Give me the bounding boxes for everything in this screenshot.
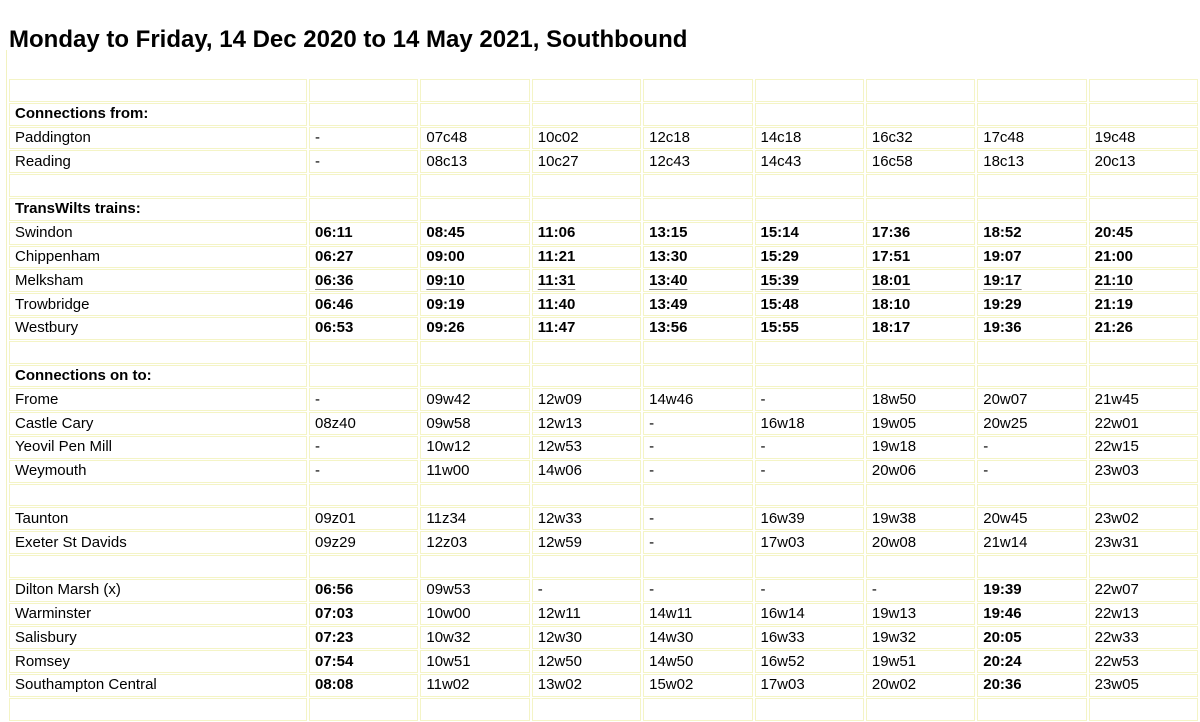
- spacer-cell: [420, 174, 529, 197]
- empty-cell: [755, 365, 864, 388]
- time-cell: 23w31: [1089, 531, 1198, 554]
- time-cell: 09:10: [420, 269, 529, 292]
- time-cell: 15:55: [755, 317, 864, 340]
- time-cell: 19c48: [1089, 127, 1198, 150]
- time-cell: 19:07: [977, 246, 1086, 269]
- station-name: Salisbury: [9, 626, 307, 649]
- time-cell: 19:36: [977, 317, 1086, 340]
- time-cell: 11:06: [532, 222, 641, 245]
- spacer-cell: [755, 555, 864, 578]
- empty-cell: [1089, 103, 1198, 126]
- time-cell: 14w46: [643, 388, 752, 411]
- time-cell: 14w11: [643, 603, 752, 626]
- time-cell: 16w14: [755, 603, 864, 626]
- time-cell: 12w30: [532, 626, 641, 649]
- time-cell: 22w33: [1089, 626, 1198, 649]
- page-title: Monday to Friday, 14 Dec 2020 to 14 May 2021, Southbound: [9, 26, 688, 53]
- time-cell: -: [643, 460, 752, 483]
- spacer-cell: [420, 484, 529, 507]
- time-cell: 18:10: [866, 293, 975, 316]
- section-header-row: [9, 198, 1198, 221]
- time-cell: -: [309, 460, 418, 483]
- spacer-cell: [866, 341, 975, 364]
- time-cell: 19w13: [866, 603, 975, 626]
- time-cell: 12w50: [532, 650, 641, 673]
- timetable: [7, 78, 1200, 722]
- spacer-cell: [1089, 174, 1198, 197]
- spacer-cell: [977, 174, 1086, 197]
- spacer-cell: [755, 484, 864, 507]
- time-cell: -: [643, 436, 752, 459]
- empty-cell: [420, 103, 529, 126]
- time-cell: 09:19: [420, 293, 529, 316]
- time-cell: -: [643, 579, 752, 602]
- time-cell: 23w05: [1089, 674, 1198, 697]
- empty-cell: [420, 365, 529, 388]
- empty-cell: [866, 365, 975, 388]
- spacer-cell: [309, 174, 418, 197]
- table-row: [9, 460, 1198, 483]
- spacer-cell: [1089, 341, 1198, 364]
- time-cell: -: [866, 579, 975, 602]
- spacer-cell: [9, 484, 307, 507]
- spacer-cell: [309, 698, 418, 721]
- table-row: [9, 650, 1198, 673]
- time-cell: 19:46: [977, 603, 1086, 626]
- time-cell: -: [755, 579, 864, 602]
- station-name: Reading: [9, 150, 307, 173]
- station-name: Taunton: [9, 507, 307, 530]
- time-cell: 13w02: [532, 674, 641, 697]
- time-cell: 09z01: [309, 507, 418, 530]
- spacer-cell: [643, 341, 752, 364]
- time-cell: 23w03: [1089, 460, 1198, 483]
- spacer-cell: [643, 698, 752, 721]
- time-cell: -: [755, 460, 864, 483]
- time-cell: 12c43: [643, 150, 752, 173]
- station-name: Dilton Marsh (x): [9, 579, 307, 602]
- time-cell: 19w51: [866, 650, 975, 673]
- time-cell: 10w51: [420, 650, 529, 673]
- time-cell: 20:36: [977, 674, 1086, 697]
- spacer-cell: [866, 555, 975, 578]
- time-cell: 20w25: [977, 412, 1086, 435]
- spacer-row: [9, 79, 1198, 102]
- time-cell: 08:45: [420, 222, 529, 245]
- table-row: [9, 626, 1198, 649]
- station-name: Melksham: [9, 269, 307, 292]
- time-cell: 15:48: [755, 293, 864, 316]
- time-cell: 13:49: [643, 293, 752, 316]
- spacer-cell: [532, 174, 641, 197]
- station-name: Paddington: [9, 127, 307, 150]
- table-row: [9, 412, 1198, 435]
- station-name: Southampton Central: [9, 674, 307, 697]
- time-cell: 11:47: [532, 317, 641, 340]
- station-name: Weymouth: [9, 460, 307, 483]
- spacer-cell: [9, 341, 307, 364]
- empty-cell: [866, 198, 975, 221]
- empty-cell: [643, 198, 752, 221]
- spacer-cell: [532, 79, 641, 102]
- time-cell: -: [755, 436, 864, 459]
- spacer-cell: [755, 341, 864, 364]
- table-row: [9, 222, 1198, 245]
- time-cell: 15:39: [755, 269, 864, 292]
- time-cell: 16c58: [866, 150, 975, 173]
- time-cell: -: [309, 436, 418, 459]
- time-cell: 17c48: [977, 127, 1086, 150]
- time-cell: 12w33: [532, 507, 641, 530]
- time-cell: 19:17: [977, 269, 1086, 292]
- time-cell: 16w52: [755, 650, 864, 673]
- spacer-cell: [1089, 79, 1198, 102]
- time-cell: 13:15: [643, 222, 752, 245]
- section-header-row: [9, 103, 1198, 126]
- station-name: Westbury: [9, 317, 307, 340]
- station-name: Exeter St Davids: [9, 531, 307, 554]
- time-cell: 10w00: [420, 603, 529, 626]
- station-name: Yeovil Pen Mill: [9, 436, 307, 459]
- spacer-cell: [309, 79, 418, 102]
- time-cell: -: [309, 388, 418, 411]
- time-cell: 18:01: [866, 269, 975, 292]
- empty-cell: [532, 103, 641, 126]
- time-cell: 09w58: [420, 412, 529, 435]
- time-cell: 06:56: [309, 579, 418, 602]
- spacer-cell: [755, 79, 864, 102]
- time-cell: -: [977, 436, 1086, 459]
- time-cell: 21w45: [1089, 388, 1198, 411]
- time-cell: 22w13: [1089, 603, 1198, 626]
- spacer-cell: [309, 555, 418, 578]
- time-cell: 09w53: [420, 579, 529, 602]
- time-cell: 08:08: [309, 674, 418, 697]
- table-row: [9, 269, 1198, 292]
- spacer-cell: [532, 698, 641, 721]
- time-cell: 06:36: [309, 269, 418, 292]
- time-cell: 20c13: [1089, 150, 1198, 173]
- time-cell: 17:36: [866, 222, 975, 245]
- station-name: Castle Cary: [9, 412, 307, 435]
- spacer-cell: [866, 79, 975, 102]
- time-cell: 15:14: [755, 222, 864, 245]
- spacer-cell: [420, 79, 529, 102]
- empty-cell: [532, 198, 641, 221]
- spacer-cell: [9, 555, 307, 578]
- time-cell: 20w07: [977, 388, 1086, 411]
- section-header: Connections on to:: [9, 365, 307, 388]
- table-row: [9, 388, 1198, 411]
- spacer-cell: [532, 484, 641, 507]
- time-cell: -: [643, 412, 752, 435]
- spacer-cell: [643, 555, 752, 578]
- empty-cell: [977, 103, 1086, 126]
- time-cell: 07:54: [309, 650, 418, 673]
- time-cell: 09:00: [420, 246, 529, 269]
- time-cell: 09:26: [420, 317, 529, 340]
- time-cell: 11w02: [420, 674, 529, 697]
- time-cell: 10c02: [532, 127, 641, 150]
- time-cell: 06:11: [309, 222, 418, 245]
- time-cell: 06:53: [309, 317, 418, 340]
- time-cell: 07:23: [309, 626, 418, 649]
- spacer-cell: [977, 341, 1086, 364]
- spacer-cell: [532, 341, 641, 364]
- station-name: Chippenham: [9, 246, 307, 269]
- section-header: TransWilts trains:: [9, 198, 307, 221]
- time-cell: 20w06: [866, 460, 975, 483]
- spacer-row: [9, 698, 1198, 721]
- table-row: [9, 579, 1198, 602]
- table-row: [9, 674, 1198, 697]
- spacer-cell: [9, 79, 307, 102]
- spacer-cell: [977, 484, 1086, 507]
- spacer-cell: [420, 698, 529, 721]
- time-cell: 08c13: [420, 150, 529, 173]
- spacer-row: [9, 341, 1198, 364]
- section-header-row: [9, 365, 1198, 388]
- time-cell: 13:56: [643, 317, 752, 340]
- spacer-cell: [532, 555, 641, 578]
- time-cell: 12w11: [532, 603, 641, 626]
- time-cell: 14c43: [755, 150, 864, 173]
- time-cell: 21:10: [1089, 269, 1198, 292]
- empty-cell: [309, 198, 418, 221]
- table-row: [9, 603, 1198, 626]
- time-cell: 19w18: [866, 436, 975, 459]
- time-cell: 22w07: [1089, 579, 1198, 602]
- time-cell: -: [977, 460, 1086, 483]
- time-cell: 16c32: [866, 127, 975, 150]
- time-cell: 11z34: [420, 507, 529, 530]
- time-cell: 11:40: [532, 293, 641, 316]
- station-name: Frome: [9, 388, 307, 411]
- spacer-cell: [977, 698, 1086, 721]
- table-row: [9, 246, 1198, 269]
- time-cell: 17w03: [755, 674, 864, 697]
- empty-cell: [1089, 198, 1198, 221]
- empty-cell: [309, 365, 418, 388]
- time-cell: 20w02: [866, 674, 975, 697]
- time-cell: 14w50: [643, 650, 752, 673]
- time-cell: -: [643, 531, 752, 554]
- time-cell: 15:29: [755, 246, 864, 269]
- time-cell: 21:00: [1089, 246, 1198, 269]
- time-cell: 14w30: [643, 626, 752, 649]
- time-cell: 11w00: [420, 460, 529, 483]
- table-row: [9, 150, 1198, 173]
- spacer-cell: [866, 174, 975, 197]
- table-row: [9, 436, 1198, 459]
- spacer-cell: [977, 555, 1086, 578]
- spacer-cell: [755, 698, 864, 721]
- spacer-cell: [420, 555, 529, 578]
- time-cell: -: [755, 388, 864, 411]
- time-cell: 14w06: [532, 460, 641, 483]
- time-cell: 19w32: [866, 626, 975, 649]
- spacer-cell: [9, 698, 307, 721]
- time-cell: -: [532, 579, 641, 602]
- time-cell: 13:30: [643, 246, 752, 269]
- time-cell: 08z40: [309, 412, 418, 435]
- time-cell: 15w02: [643, 674, 752, 697]
- time-cell: 19w05: [866, 412, 975, 435]
- empty-cell: [755, 198, 864, 221]
- spacer-row: [9, 484, 1198, 507]
- time-cell: 06:27: [309, 246, 418, 269]
- time-cell: 12z03: [420, 531, 529, 554]
- time-cell: 07c48: [420, 127, 529, 150]
- spacer-cell: [977, 79, 1086, 102]
- time-cell: 19w38: [866, 507, 975, 530]
- station-name: Trowbridge: [9, 293, 307, 316]
- time-cell: 22w01: [1089, 412, 1198, 435]
- empty-cell: [643, 103, 752, 126]
- time-cell: 12c18: [643, 127, 752, 150]
- time-cell: 12w59: [532, 531, 641, 554]
- time-cell: 06:46: [309, 293, 418, 316]
- spacer-cell: [1089, 698, 1198, 721]
- spacer-cell: [1089, 555, 1198, 578]
- time-cell: 11:31: [532, 269, 641, 292]
- spacer-cell: [866, 698, 975, 721]
- spacer-cell: [1089, 484, 1198, 507]
- time-cell: -: [309, 150, 418, 173]
- time-cell: 18:17: [866, 317, 975, 340]
- empty-cell: [643, 365, 752, 388]
- time-cell: 21:19: [1089, 293, 1198, 316]
- table-row: [9, 507, 1198, 530]
- time-cell: 21:26: [1089, 317, 1198, 340]
- spacer-cell: [420, 341, 529, 364]
- empty-cell: [977, 365, 1086, 388]
- table-row: [9, 127, 1198, 150]
- time-cell: 12w13: [532, 412, 641, 435]
- time-cell: -: [643, 507, 752, 530]
- time-cell: 20w45: [977, 507, 1086, 530]
- spacer-cell: [643, 79, 752, 102]
- table-row: [9, 317, 1198, 340]
- spacer-cell: [309, 341, 418, 364]
- time-cell: 17w03: [755, 531, 864, 554]
- time-cell: 22w53: [1089, 650, 1198, 673]
- time-cell: 18w50: [866, 388, 975, 411]
- time-cell: 10c27: [532, 150, 641, 173]
- station-name: Romsey: [9, 650, 307, 673]
- time-cell: 20w08: [866, 531, 975, 554]
- empty-cell: [866, 103, 975, 126]
- station-name: Swindon: [9, 222, 307, 245]
- spacer-cell: [643, 174, 752, 197]
- spacer-row: [9, 555, 1198, 578]
- time-cell: 22w15: [1089, 436, 1198, 459]
- time-cell: 18c13: [977, 150, 1086, 173]
- time-cell: 12w53: [532, 436, 641, 459]
- time-cell: 16w39: [755, 507, 864, 530]
- spacer-cell: [309, 484, 418, 507]
- spacer-row: [9, 174, 1198, 197]
- empty-cell: [755, 103, 864, 126]
- time-cell: 20:24: [977, 650, 1086, 673]
- spacer-cell: [866, 484, 975, 507]
- time-cell: 12w09: [532, 388, 641, 411]
- station-name: Warminster: [9, 603, 307, 626]
- table-row: [9, 293, 1198, 316]
- time-cell: 10w32: [420, 626, 529, 649]
- spacer-cell: [755, 174, 864, 197]
- time-cell: 19:29: [977, 293, 1086, 316]
- time-cell: 19:39: [977, 579, 1086, 602]
- time-cell: 20:45: [1089, 222, 1198, 245]
- empty-cell: [309, 103, 418, 126]
- time-cell: -: [309, 127, 418, 150]
- time-cell: 21w14: [977, 531, 1086, 554]
- time-cell: 17:51: [866, 246, 975, 269]
- spacer-cell: [643, 484, 752, 507]
- time-cell: 13:40: [643, 269, 752, 292]
- section-header: Connections from:: [9, 103, 307, 126]
- time-cell: 09z29: [309, 531, 418, 554]
- time-cell: 16w18: [755, 412, 864, 435]
- time-cell: 20:05: [977, 626, 1086, 649]
- time-cell: 23w02: [1089, 507, 1198, 530]
- empty-cell: [1089, 365, 1198, 388]
- empty-cell: [420, 198, 529, 221]
- spacer-cell: [9, 174, 307, 197]
- time-cell: 18:52: [977, 222, 1086, 245]
- time-cell: 14c18: [755, 127, 864, 150]
- time-cell: 10w12: [420, 436, 529, 459]
- time-cell: 16w33: [755, 626, 864, 649]
- time-cell: 11:21: [532, 246, 641, 269]
- time-cell: 07:03: [309, 603, 418, 626]
- table-row: [9, 531, 1198, 554]
- empty-cell: [532, 365, 641, 388]
- time-cell: 09w42: [420, 388, 529, 411]
- empty-cell: [977, 198, 1086, 221]
